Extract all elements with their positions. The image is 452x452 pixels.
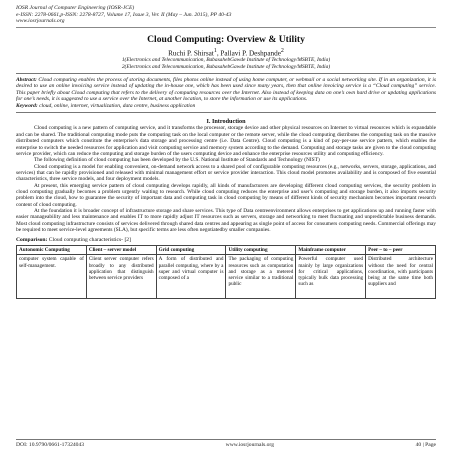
section-heading: I. Introduction	[206, 118, 246, 126]
table-header-cell: Utility computing	[226, 246, 296, 255]
journal-website: www.iosrjournals.org	[16, 18, 65, 25]
author-list	[16, 48, 436, 57]
body-paragraph: At the foundation it is broader concept of infrastructure storage and share services. This type of Data centreenvironment allows enterprises to get applications up and running faster with easier manageability and less maintenance and enables IT to more rapidly adjust IT resources such as servers, storage and networking to meet fluctuating and unpredictable business demands. Most cloud computing infrastructure consists of services delivered through shared data centres and appearing as single point of access for consumers computing needs. Commercial offerings may be required to meet service-level agreements (SLA), but specific terms are less often negotiatedby smaller companies.	[16, 207, 436, 233]
body-paragraph: The following definition of cloud computing has been developed by the U.S. National Institute of Standards and Technology (NIST)	[34, 157, 320, 164]
journal-issn: e-ISSN: 2278-0661,p-ISSN: 2278-8727, Volume 17, Issue 3, Ver. II (May – Jun. 2015), PP 40-43	[16, 11, 232, 18]
table-header-cell: Mainframe computer	[296, 246, 366, 255]
footer-divider	[16, 439, 436, 440]
footer-website: www.iosrjournals.org	[225, 442, 274, 448]
paper-title: Cloud Computing: Overview & Utility	[147, 33, 305, 45]
body-paragraph: At present, this emerging service pattern of cloud computing develops rapidly, all kinds of manufacturers are developing different cloud computing services, the security problem in cloud computing gradually becomes a problem urgently waiting to research. While cloud computing reduces the enterprise and user's computing and storage burden, it also imports security problem into the cloud, how to guarantee the security of important data and computing task in cloud computing by means of different kinds of security mechanism becomes important research content of cloud computing.	[16, 182, 436, 208]
affiliation-line: 2(Electronics and Telecommunication, BabasahebGawde Institute of Technology/MSBTE, India)	[121, 63, 331, 70]
footer-page-number: 40 | Page	[415, 442, 436, 448]
table-header-cell: Client – server model	[86, 246, 156, 255]
journal-name: IOSR Journal of Computer Engineering (IOSR-JCE)	[16, 5, 135, 11]
table-cell: Distributed architecture without the need for central coordination, with participants being at the same time both suppliers and	[366, 255, 436, 299]
table-cell: computer system capable of self-management.	[17, 255, 87, 299]
journal-header	[16, 5, 232, 25]
body-paragraph: Cloud computing is a model for enabling convenient, on-demand network access to a shared pool of configurable computing resources (e.g., networks, servers, storage, applications, and services) that can be rapidly provisioned and released with minimal management effort or service provider interaction. This cloud model promotes availability and is composed of five essential characteristics, three service models, and four deployment models.	[16, 163, 436, 183]
table-row	[17, 255, 436, 299]
author-superscript: 2	[280, 47, 284, 54]
comparison-table	[16, 245, 436, 299]
footer-row	[16, 442, 436, 448]
affiliation-divider	[16, 73, 436, 74]
page-footer	[16, 439, 436, 448]
author-name: Pallavi P. Deshpande	[220, 49, 281, 58]
author-separator: ,	[216, 49, 221, 58]
author-superscript: 1	[213, 47, 217, 54]
abstract-text: Cloud computing enables the process of storing documents, files photos online instead of using home computer, or webmail or a social networking site. If in an organization, it is desired to use an online invoicing service instead of updating the in-house one, which has been used since many years, then that online invoicing service is a “Cloud computing” service. This paper briefly about Cloud computing that refers to the delivery of computing resources over the Internet. Also instead of keeping data on one’s own hard drive or updating applications for one’s needs, it is suggested to use a service over the Internet, at another location, to store the information or use its applications.	[16, 76, 436, 103]
table-header-cell: Grid computing	[156, 246, 226, 255]
table-header-cell: Peer – to – peer	[366, 246, 436, 255]
keywords	[16, 103, 436, 110]
footer-doi: DOI: 10.9790/0661-17324043	[16, 442, 85, 448]
body-paragraph: Cloud computing is a new pattern of computing service, and it transforms the processor, storage device and other physical resources on Internet to virtual resources which is expandable and can be shared. The traditional computing mode puts the computing task on the local computer or the remote server, while the cloud computing distributes the computing task on the massive distributed computers which constitute the enterprise's data storage and processing centre (i.e. Data Centre). Cloud computing is a kind of pay-per-use service pattern, which enables the enterprise to switch the needed resources for application and visit computing service and memory system according to the demand. Computing and storage tasks are given to the cloud computing service provider, which can reduce the computing and storage burden of the users computing device and enhance the enterprise resources utility and computing efficiency.	[16, 125, 436, 157]
keywords-text: cloud, online, internet, virtualization, data centre, business application	[39, 102, 196, 109]
abstract-divider	[16, 112, 436, 113]
table-cell: The packaging of computing resources such as computation and storage as a metered service similar to a traditional public	[226, 255, 296, 299]
table-cell: A form of distributed and parallel computing, where by a super and virtual computer is composed of a	[156, 255, 226, 299]
author-name: Ruchi P. Shirsat	[168, 49, 214, 58]
affiliations	[16, 57, 436, 70]
comparison-label: Comparison:	[16, 237, 48, 244]
abstract-label: Abstract:	[16, 76, 37, 83]
table-cell: Powerful computer used mainly by large organizations for critical applications, typically bulk data processing such as	[296, 255, 366, 299]
table-header-cell: Autonomic Computing	[17, 246, 87, 255]
comparison-caption-text: Cloud computing characteristics- [2]	[48, 237, 131, 244]
header-divider	[16, 27, 436, 28]
table-cell: Client server computer refers broadly to any distributed application that distinguish between service providers	[86, 255, 156, 299]
keywords-label: Keyword:	[16, 102, 38, 109]
comparison-caption	[16, 237, 436, 243]
affiliation-line: 1(Electronics and Telecommunication, BabasahebGawde Institute of Technology/MSBTE, India)	[121, 57, 331, 64]
table-header-row	[17, 246, 436, 255]
abstract	[16, 77, 436, 103]
